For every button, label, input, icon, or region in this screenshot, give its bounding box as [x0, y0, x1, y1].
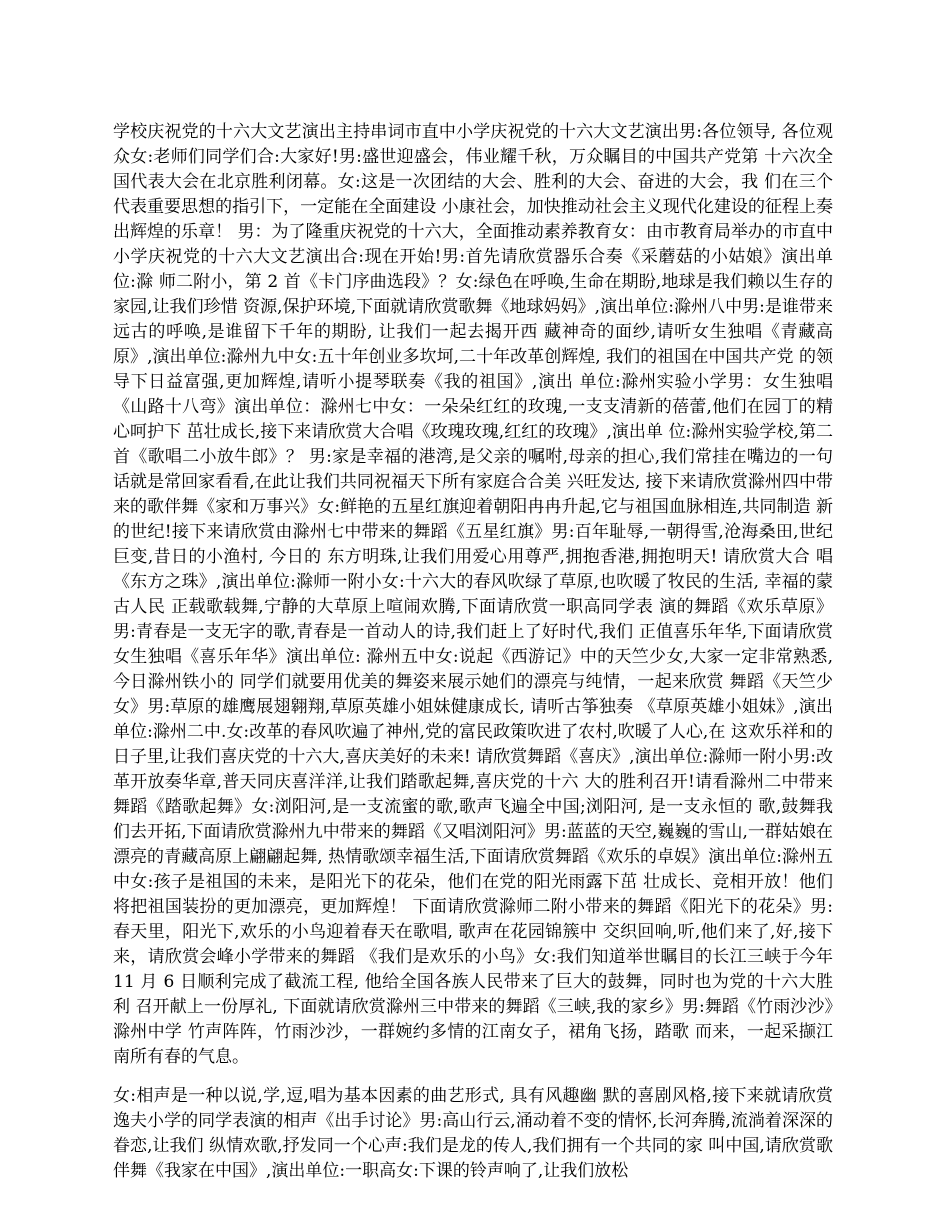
document-page [113, 120, 833, 1198]
body-paragraph-1: 学校庆祝党的十六大文艺演出主持串词市直中小学庆祝党的十六大文艺演出男:各位领导, 各位观众女:老师们同学们合:大家好!男:盛世迎盛会，伟业耀千秋，万众瞩目的中国共产党第 十六次全国代表大会在北京胜利闭幕。女:这是一次团结的大会、胜利的大会、奋进的大会，我 们在三个代表重要思想的指引下，一定能在全面建设 小康社会，加快推动社会主义现代化建设的征程上奏 出辉煌的乐章！ 男：为了隆重庆祝党的十六大，全面推动素养教育女：由市教育局举办的市直中小学庆祝党的十六大文艺演出合:现在开始!男:首先请欣赏器乐合奏《采蘑菇的小姑娘》演出单位:滁 师二附小，第 2 首《卡门序曲选段》？女:绿色在呼唤,生命在期盼,地球是我们赖以生存的家园,让我们珍惜 资源,保护环境,下面就请欣赏歌舞《地球妈妈》,演出单位:滁州八中男:是谁带来远古的呼唤,是谁留下千年的期盼, 让我们一起去揭开西 藏神奇的面纱,请听女生独唱《青藏高原》,演出单位:滁州九中女:五十年创业多坎坷,二十年改革创辉煌, 我们的祖国在中国共产党 的领导下日益富强,更加辉煌,请听小提琴联奏《我的祖国》,演出 单位:滁州实验小学男：女生独唱《山路十八弯》演出单位：滁州七中女：一朵朵红红的玫瑰,一支支清新的蓓蕾,他们在园丁的精心呵护下 茁壮成长,接下来请欣赏大合唱《玫瑰玫瑰,红红的玫瑰》,演出单 位:滁州实验学校,第二首《歌唱二小放牛郎》？ 男:家是幸福的港湾,是父亲的嘱咐,母亲的担心,我们常挂在嘴边的一句话就是常回家看看,在此让我们共同祝福天下所有家庭合合美 兴旺发达, 接下来请欣赏滁州四中带来的歌伴舞《家和万事兴》女:鲜艳的五星红旗迎着朝阳冉冉升起,它与祖国血脉相连,共同制造 新的世纪!接下来请欣赏由滁州七中带来的舞蹈《五星红旗》男:百年耻辱,一朝得雪,沧海桑田,世纪巨变,昔日的小渔村, 今日的 东方明珠,让我们用爱心用尊严,拥抱香港,拥抱明天! 请欣赏大合 唱《东方之珠》,演出单位:滁师一附小女:十六大的春风吹绿了草原,也吹暖了牧民的生活, 幸福的蒙古人民 正载歌载舞,宁静的大草原上喧闹欢腾,下面请欣赏一职高同学表 演的舞蹈《欢乐草原》男:青春是一支无字的歌,青春是一首动人的诗,我们赶上了好时代,我们 正值喜乐年华,下面请欣赏女生独唱《喜乐年华》演出单位: 滁州五中女:说起《西游记》中的天竺少女,大家一定非常熟悉, 今日滁州铁小的 同学们就要用优美的舞姿来展示她们的漂亮与纯情，一起来欣赏 舞蹈《天竺少女》男:草原的雄鹰展翅翱翔,草原英雄小姐妹健康成长, 请听古筝独奏 《草原英雄小姐妹》,演出单位:滁州二中.女:改革的春风吹遍了神州,党的富民政策吹进了农村,吹暖了人心,在 这欢乐祥和的日子里,让我们喜庆党的十六大,喜庆美好的未来! 请欣赏舞蹈《喜庆》,演出单位:滁师一附小男:改革开放奏华章,普天同庆喜洋洋,让我们踏歌起舞,喜庆党的十六 大的胜利召开!请看滁州二中带来舞蹈《踏歌起舞》女:浏阳河,是一支流蜜的歌,歌声飞遍全中国;浏阳河, 是一支永恒的 歌,鼓舞我们去开拓,下面请欣赏滁州九中带来的舞蹈《又唱浏阳河》男:蓝蓝的天空,巍巍的雪山,一群姑娘在漂亮的青藏高原上翩翩起舞, 热情歌颂幸福生活,下面请欣赏舞蹈《欢乐的卓娱》演出单位:滁州五中女:孩子是祖国的未来，是阳光下的花朵，他们在党的阳光雨露下茁 壮成长、竞相开放！他们将把祖国装扮的更加漂亮，更加辉煌！ 下面请欣赏滁师二附小带来的舞蹈《阳光下的花朵》男:春天里，阳光下,欢乐的小鸟迎着春天在歌唱, 歌声在花园锦簇中 交织回响,听,他们来了,好,接下来，请欣赏会峰小学带来的舞蹈 《我们是欢乐的小鸟》女:我们知道举世瞩目的长江三峡于今年 11 月 6 日顺利完成了截流工程, 他给全国各族人民带来了巨大的鼓舞，同时也为党的十六大胜利 召开献上一份厚礼, 下面就请欣赏滁州三中带来的舞蹈《三峡,我的家乡》男:舞蹈《竹雨沙沙》滁州中学 竹声阵阵，竹雨沙沙，一群婉约多情的江南女子，裙角飞扬，踏歌 而来，一起采撷江南所有春的气息。 [113, 122, 833, 1067]
body-paragraph-2: 女:相声是一种以说,学,逗,唱为基本因素的曲艺形式, 具有风趣幽 默的喜剧风格,接下来就请欣赏逸夫小学的同学表演的相声《出手讨论》男:高山行云,涌动着不变的情怀,长河奔腾,流淌着深深的眷恋,让我们 纵情欢歌,抒发同一个心声:我们是龙的传人,我们拥有一个共同的家 叫中国,请欣赏歌伴舞《我家在中国》,演出单位:一职高女:下课的铃声响了,让我们放松 [113, 1086, 833, 1181]
